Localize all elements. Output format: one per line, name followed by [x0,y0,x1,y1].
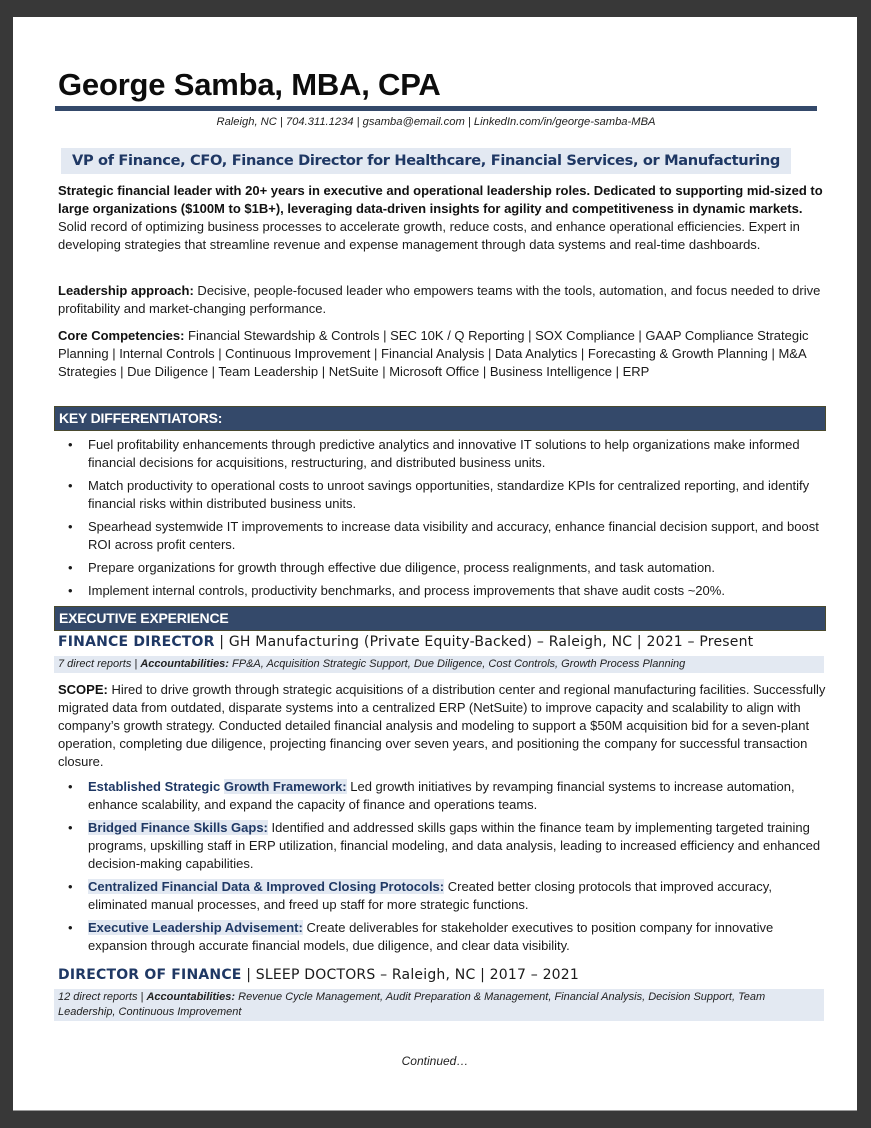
candidate-name: George Samba, MBA, CPA [58,67,441,102]
competencies-label: Core Competencies: [58,328,185,343]
leadership-text: Decisive, people-focused leader who empowers teams with the tools, automation, and focus needed to drive profitability and market-changing performance. [58,283,821,316]
bullet-icon: • [68,920,73,935]
list-item [58,778,828,814]
job-reports: 7 direct reports | [58,658,141,670]
scope-label: SCOPE: [58,682,108,697]
leadership-paragraph [58,282,828,318]
job-details: | SLEEP DOCTORS – Raleigh, NC | 2017 – 2021 [241,967,580,983]
achievement-title-plain: Established Strategic [88,779,224,794]
bullet-icon: • [68,560,73,575]
leadership-label: Leadership approach: [58,283,194,298]
job-reports: 12 direct reports | [58,991,147,1003]
achievement-title: Executive Leadership Advisement: [88,920,303,935]
list-item [58,436,828,472]
accountabilities-label: Accountabilities: [146,991,236,1003]
section-heading-experience: EXECUTIVE EXPERIENCE [54,606,826,631]
summary-bold: Strategic financial leader with 20+ years in executive and operational leadership roles. Dedicated to supporting mid-sized to large organizations ($100M to $1B+), leveraging data-driven insights for agility and competitiveness in dynamic markets. [58,183,823,216]
name-divider [55,106,817,111]
job-heading [58,634,753,650]
achievement-text: Identified and addressed skills gaps within the finance team by implementing targeted training programs, upskilling staff in ERP utilization, financial modeling, and data analysis, leading to increased efficiency and enhanced decision-making capabilities. [88,820,821,871]
differentiator-text: Match productivity to operational costs to unroot savings opportunities, standardize KPIs for centralized reporting, and identify financial risks within distributed business units. [88,478,810,511]
target-title: VP of Finance, CFO, Finance Director for Healthcare, Financial Services, or Manufacturing [61,148,791,174]
achievement-title: Centralized Financial Data & Improved Closing Protocols: [88,879,445,894]
scope-text: Hired to drive growth through strategic acquisitions of a distribution center and regional manufacturing facilities. Successfully migrated data from outdated, disparate systems into a centralized ERP (NetSuite) to improve capacity and scalability to align with company’s growth strategy. Conducted detailed financial analysis and modeling to support a $50M acquisition bid for a seven-plant operation, completing due diligence, projecting financing over seven years, and positioning the company for successful transaction closure. [58,682,826,769]
job-achievements-list [58,778,828,960]
list-item [58,518,828,554]
achievement-title: Bridged Finance Skills Gaps: [88,820,268,835]
summary-text: Solid record of optimizing business processes to accelerate growth, reduce costs, and enhance operational efficiencies. Expert in developing strategies that streamline revenue and expense management through data systems and real-time dashboards. [58,219,800,252]
list-item [58,919,828,955]
bullet-icon: • [68,820,73,835]
achievement-text: Created better closing protocols that improved accuracy, eliminated manual processes, and freed up staff for more strategic functions. [88,879,772,912]
continued-note: Continued… [401,1054,469,1068]
bullet-icon: • [68,478,73,493]
differentiator-text: Prepare organizations for growth through effective due diligence, process realignments, and task automation. [88,560,716,575]
job-details: | GH Manufacturing (Private Equity-Backed) – Raleigh, NC | 2021 – Present [214,634,754,650]
accountabilities-text: Revenue Cycle Management, Audit Preparation & Management, Financial Analysis, Decision Support, Team Leadership, Continuous Improvement [58,991,766,1018]
differentiator-text: Implement internal controls, productivity benchmarks, and process improvements that shave audit costs ~20%. [88,583,725,598]
list-item [58,477,828,513]
job-meta [54,656,824,673]
differentiator-text: Fuel profitability enhancements through predictive analytics and innovative IT solutions to help organizations make informed financial decisions for acquisitions, restructuring, and distributed business units. [88,437,800,470]
job-heading [58,967,579,983]
list-item [58,559,828,577]
job-role: FINANCE DIRECTOR [58,634,215,650]
job-meta [54,989,824,1021]
bullet-icon: • [68,583,73,598]
accountabilities-label: Accountabilities: [140,658,229,670]
bullet-icon: • [68,779,73,794]
differentiator-text: Spearhead systemwide IT improvements to increase data visibility and accuracy, enhance financial decision support, and boost ROI across profit centers. [88,519,819,552]
differentiators-list [58,436,828,605]
job-role: DIRECTOR OF FINANCE [58,967,242,983]
contact-line: Raleigh, NC | 704.311.1234 | gsamba@email.com | LinkedIn.com/in/george-samba-MBA [216,116,656,128]
section-heading-differentiators: KEY DIFFERENTIATORS: [54,406,826,431]
scope-paragraph [58,681,828,771]
list-item [58,878,828,914]
summary-paragraph [58,182,828,254]
bullet-icon: • [68,437,73,452]
bullet-icon: • [68,519,73,534]
resume-page [13,17,857,1110]
achievement-text: Led growth initiatives by revamping financial systems to increase automation, enhance scalability, and expand the capacity of finance and operations teams. [88,779,795,812]
competencies-text: Financial Stewardship & Controls | SEC 10K / Q Reporting | SOX Compliance | GAAP Compliance Strategic Planning | Internal Controls | Continuous Improvement | Financial Analysis | Data Analytics | Forecasting & Growth Planning | M&A Strategies | Due Diligence | Team Leadership | NetSuite | Microsoft Office | Business Intelligence | ERP [58,328,809,379]
bullet-icon: • [68,879,73,894]
achievement-title: Growth Framework: [223,779,347,794]
achievement-text: Create deliverables for stakeholder executives to position company for innovative expansion through accurate financial models, due diligence, and clear data visibility. [88,920,774,953]
accountabilities-text: FP&A, Acquisition Strategic Support, Due Diligence, Cost Controls, Growth Process Planning [228,658,686,670]
list-item [58,582,828,600]
list-item [58,819,828,873]
competencies-paragraph [58,327,828,381]
